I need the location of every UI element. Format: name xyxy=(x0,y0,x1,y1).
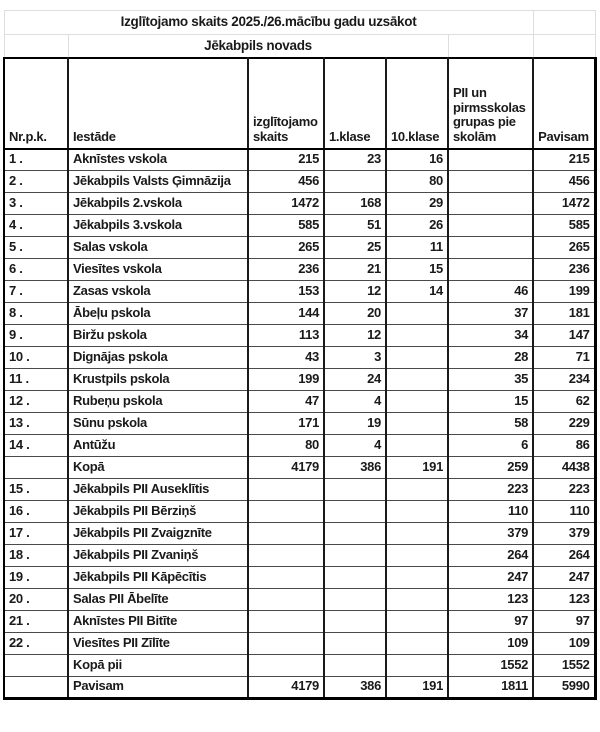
col-header-pavisam: Pavisam xyxy=(533,58,595,149)
table-body xyxy=(4,149,595,699)
table-row xyxy=(4,523,595,545)
cell-nr: 15 . xyxy=(4,479,68,501)
cell-1klase xyxy=(324,479,386,501)
table-row xyxy=(4,171,595,193)
cell-pavisam: 86 xyxy=(533,435,595,457)
cell-1klase: 386 xyxy=(324,457,386,479)
cell-10klase xyxy=(386,523,448,545)
cell-izglitojamo-skaits: 4179 xyxy=(248,677,324,699)
cell-iestade: Zasas vskola xyxy=(68,281,248,303)
cell-izglitojamo-skaits: 153 xyxy=(248,281,324,303)
cell-izglitojamo-skaits: 236 xyxy=(248,259,324,281)
cell-nr: 13 . xyxy=(4,413,68,435)
cell-pii-grupas xyxy=(448,259,533,281)
cell-10klase xyxy=(386,303,448,325)
cell-pavisam: 123 xyxy=(533,589,595,611)
cell-pii-grupas: 1552 xyxy=(448,655,533,677)
col-header-nrpk: Nr.p.k. xyxy=(4,58,68,149)
cell-nr: 19 . xyxy=(4,567,68,589)
cell-pavisam: 97 xyxy=(533,611,595,633)
col-header-izglitojamo-skaits: izglītojamo skaits xyxy=(248,58,324,149)
cell-10klase: 26 xyxy=(386,215,448,237)
cell-1klase xyxy=(324,545,386,567)
table-row xyxy=(4,281,595,303)
cell-1klase xyxy=(324,523,386,545)
cell-1klase: 20 xyxy=(324,303,386,325)
cell-pavisam: 110 xyxy=(533,501,595,523)
table-row xyxy=(4,611,595,633)
cell-iestade: Jēkabpils 2.vskola xyxy=(68,193,248,215)
cell-nr: 1 . xyxy=(4,149,68,171)
table-row xyxy=(4,567,595,589)
cell-pavisam: 234 xyxy=(533,369,595,391)
table-row xyxy=(4,677,595,699)
cell-10klase: 14 xyxy=(386,281,448,303)
cell-izglitojamo-skaits: 47 xyxy=(248,391,324,413)
table-row xyxy=(4,237,595,259)
cell-nr: 4 . xyxy=(4,215,68,237)
cell-10klase xyxy=(386,501,448,523)
cell-iestade: Biržu pskola xyxy=(68,325,248,347)
cell-10klase: 191 xyxy=(386,457,448,479)
cell-pavisam: 147 xyxy=(533,325,595,347)
cell-pavisam: 585 xyxy=(533,215,595,237)
cell-pii-grupas: 247 xyxy=(448,567,533,589)
cell-pii-grupas xyxy=(448,193,533,215)
cell-iestade: Krustpils pskola xyxy=(68,369,248,391)
cell-izglitojamo-skaits xyxy=(248,545,324,567)
cell-nr: 8 . xyxy=(4,303,68,325)
cell-10klase xyxy=(386,589,448,611)
col-header-iestade: Iestāde xyxy=(68,58,248,149)
cell-nr: 21 . xyxy=(4,611,68,633)
spreadsheet-table xyxy=(3,10,597,700)
cell-iestade: Salas vskola xyxy=(68,237,248,259)
cell-pavisam: 5990 xyxy=(533,677,595,699)
cell-nr: 17 . xyxy=(4,523,68,545)
cell-iestade: Jēkabpils PII Bērziņš xyxy=(68,501,248,523)
cell-iestade: Aknīstes PII Bitīte xyxy=(68,611,248,633)
cell-1klase: 51 xyxy=(324,215,386,237)
cell-pii-grupas: 110 xyxy=(448,501,533,523)
cell-nr: 14 . xyxy=(4,435,68,457)
cell-izglitojamo-skaits: 215 xyxy=(248,149,324,171)
cell-iestade: Sūnu pskola xyxy=(68,413,248,435)
cell-1klase: 19 xyxy=(324,413,386,435)
table-row xyxy=(4,149,595,171)
cell-pavisam: 236 xyxy=(533,259,595,281)
table-row xyxy=(4,325,595,347)
cell-izglitojamo-skaits: 456 xyxy=(248,171,324,193)
table-row xyxy=(4,501,595,523)
cell-nr xyxy=(4,457,68,479)
cell-pii-grupas: 259 xyxy=(448,457,533,479)
cell-izglitojamo-skaits: 199 xyxy=(248,369,324,391)
cell-pavisam: 223 xyxy=(533,479,595,501)
col-header-1klase: 1.klase xyxy=(324,58,386,149)
cell-izglitojamo-skaits: 43 xyxy=(248,347,324,369)
table-row xyxy=(4,413,595,435)
table-row xyxy=(4,633,595,655)
cell-pii-grupas: 58 xyxy=(448,413,533,435)
cell-pii-grupas: 35 xyxy=(448,369,533,391)
table-row xyxy=(4,193,595,215)
cell-izglitojamo-skaits xyxy=(248,611,324,633)
cell-pavisam: 4438 xyxy=(533,457,595,479)
cell-10klase xyxy=(386,567,448,589)
cell-pavisam: 62 xyxy=(533,391,595,413)
table-title: Izglītojamo skaits 2025./26.mācību gadu uzsākot xyxy=(4,11,533,35)
cell-izglitojamo-skaits: 113 xyxy=(248,325,324,347)
cell-pii-grupas xyxy=(448,171,533,193)
table-row xyxy=(4,435,595,457)
cell-10klase xyxy=(386,435,448,457)
table-row xyxy=(4,655,595,677)
cell-pii-grupas: 6 xyxy=(448,435,533,457)
cell-pavisam: 1472 xyxy=(533,193,595,215)
cell-10klase xyxy=(386,545,448,567)
cell-1klase xyxy=(324,611,386,633)
table-row xyxy=(4,457,595,479)
table-row xyxy=(4,479,595,501)
cell-iestade: Viesītes PII Zīlīte xyxy=(68,633,248,655)
cell-nr xyxy=(4,655,68,677)
cell-nr xyxy=(4,677,68,699)
cell-pii-grupas: 1811 xyxy=(448,677,533,699)
subtitle-empty-cell-1 xyxy=(448,35,533,58)
cell-iestade: Pavisam xyxy=(68,677,248,699)
cell-pavisam: 265 xyxy=(533,237,595,259)
cell-1klase xyxy=(324,567,386,589)
cell-izglitojamo-skaits xyxy=(248,655,324,677)
cell-iestade: Jēkabpils Valsts Ģimnāzija xyxy=(68,171,248,193)
cell-izglitojamo-skaits xyxy=(248,501,324,523)
cell-nr: 6 . xyxy=(4,259,68,281)
table-row xyxy=(4,369,595,391)
cell-10klase xyxy=(386,347,448,369)
cell-1klase xyxy=(324,655,386,677)
cell-iestade: Jēkabpils PII Zvaniņš xyxy=(68,545,248,567)
cell-nr: 7 . xyxy=(4,281,68,303)
subtitle-row xyxy=(4,35,595,58)
cell-izglitojamo-skaits: 80 xyxy=(248,435,324,457)
cell-iestade: Kopā xyxy=(68,457,248,479)
cell-pavisam: 264 xyxy=(533,545,595,567)
cell-iestade: Jēkabpils PII Zvaigznīte xyxy=(68,523,248,545)
cell-10klase xyxy=(386,413,448,435)
table-row xyxy=(4,589,595,611)
cell-izglitojamo-skaits xyxy=(248,479,324,501)
cell-iestade: Antūžu xyxy=(68,435,248,457)
cell-10klase xyxy=(386,633,448,655)
cell-pii-grupas xyxy=(448,215,533,237)
cell-pii-grupas: 109 xyxy=(448,633,533,655)
cell-nr: 20 . xyxy=(4,589,68,611)
table-row xyxy=(4,391,595,413)
cell-nr: 9 . xyxy=(4,325,68,347)
cell-10klase: 11 xyxy=(386,237,448,259)
cell-iestade: Jēkabpils 3.vskola xyxy=(68,215,248,237)
cell-iestade: Rubeņu pskola xyxy=(68,391,248,413)
cell-1klase: 4 xyxy=(324,391,386,413)
cell-10klase: 80 xyxy=(386,171,448,193)
cell-pavisam: 71 xyxy=(533,347,595,369)
cell-pii-grupas: 28 xyxy=(448,347,533,369)
cell-pii-grupas: 379 xyxy=(448,523,533,545)
cell-izglitojamo-skaits: 4179 xyxy=(248,457,324,479)
subtitle-empty-cell-2 xyxy=(533,35,595,58)
cell-pii-grupas: 37 xyxy=(448,303,533,325)
cell-pii-grupas: 97 xyxy=(448,611,533,633)
cell-iestade: Salas PII Ābelīte xyxy=(68,589,248,611)
cell-1klase xyxy=(324,589,386,611)
cell-iestade: Jēkabpils PII Auseklītis xyxy=(68,479,248,501)
cell-pii-grupas: 34 xyxy=(448,325,533,347)
cell-10klase: 15 xyxy=(386,259,448,281)
cell-iestade: Jēkabpils PII Kāpēcītis xyxy=(68,567,248,589)
table-row xyxy=(4,347,595,369)
cell-pii-grupas: 264 xyxy=(448,545,533,567)
cell-izglitojamo-skaits: 585 xyxy=(248,215,324,237)
cell-10klase xyxy=(386,391,448,413)
cell-pii-grupas: 15 xyxy=(448,391,533,413)
cell-10klase xyxy=(386,611,448,633)
cell-1klase: 12 xyxy=(324,281,386,303)
cell-1klase: 24 xyxy=(324,369,386,391)
cell-iestade: Ābeļu pskola xyxy=(68,303,248,325)
cell-pii-grupas: 46 xyxy=(448,281,533,303)
cell-10klase: 16 xyxy=(386,149,448,171)
header-row xyxy=(4,58,595,149)
subtitle-left-empty-cell xyxy=(4,35,68,58)
cell-nr: 2 . xyxy=(4,171,68,193)
cell-izglitojamo-skaits xyxy=(248,589,324,611)
cell-nr: 22 . xyxy=(4,633,68,655)
cell-pavisam: 215 xyxy=(533,149,595,171)
cell-pavisam: 379 xyxy=(533,523,595,545)
cell-pii-grupas xyxy=(448,237,533,259)
cell-izglitojamo-skaits xyxy=(248,523,324,545)
cell-1klase: 21 xyxy=(324,259,386,281)
table-row xyxy=(4,545,595,567)
cell-nr: 11 . xyxy=(4,369,68,391)
cell-pavisam: 456 xyxy=(533,171,595,193)
cell-izglitojamo-skaits: 171 xyxy=(248,413,324,435)
cell-10klase xyxy=(386,369,448,391)
cell-pavisam: 109 xyxy=(533,633,595,655)
cell-10klase: 191 xyxy=(386,677,448,699)
cell-10klase xyxy=(386,325,448,347)
cell-pavisam: 229 xyxy=(533,413,595,435)
cell-iestade: Viesītes vskola xyxy=(68,259,248,281)
cell-1klase: 12 xyxy=(324,325,386,347)
cell-iestade: Kopā pii xyxy=(68,655,248,677)
cell-1klase: 168 xyxy=(324,193,386,215)
col-header-10klase: 10.klase xyxy=(386,58,448,149)
table-row xyxy=(4,303,595,325)
table-row xyxy=(4,215,595,237)
table-subtitle: Jēkabpils novads xyxy=(68,35,448,58)
cell-1klase: 3 xyxy=(324,347,386,369)
cell-nr: 18 . xyxy=(4,545,68,567)
cell-izglitojamo-skaits: 1472 xyxy=(248,193,324,215)
cell-1klase: 25 xyxy=(324,237,386,259)
cell-nr: 12 . xyxy=(4,391,68,413)
table-row xyxy=(4,259,595,281)
cell-pavisam: 199 xyxy=(533,281,595,303)
cell-izglitojamo-skaits: 265 xyxy=(248,237,324,259)
cell-izglitojamo-skaits xyxy=(248,633,324,655)
cell-iestade: Dignājas pskola xyxy=(68,347,248,369)
cell-1klase xyxy=(324,501,386,523)
cell-pavisam: 181 xyxy=(533,303,595,325)
title-row-empty-cell xyxy=(533,11,595,35)
col-header-pii-grupas: PII un pirmsskolas grupas pie skolām xyxy=(448,58,533,149)
cell-pavisam: 247 xyxy=(533,567,595,589)
cell-nr: 16 . xyxy=(4,501,68,523)
cell-pii-grupas xyxy=(448,149,533,171)
cell-1klase: 23 xyxy=(324,149,386,171)
cell-1klase xyxy=(324,171,386,193)
cell-10klase: 29 xyxy=(386,193,448,215)
cell-1klase: 386 xyxy=(324,677,386,699)
cell-10klase xyxy=(386,479,448,501)
cell-nr: 5 . xyxy=(4,237,68,259)
cell-pii-grupas: 123 xyxy=(448,589,533,611)
cell-izglitojamo-skaits: 144 xyxy=(248,303,324,325)
cell-1klase: 4 xyxy=(324,435,386,457)
cell-1klase xyxy=(324,633,386,655)
cell-pii-grupas: 223 xyxy=(448,479,533,501)
cell-nr: 10 . xyxy=(4,347,68,369)
cell-izglitojamo-skaits xyxy=(248,567,324,589)
title-row xyxy=(4,11,595,35)
cell-pavisam: 1552 xyxy=(533,655,595,677)
cell-iestade: Aknīstes vskola xyxy=(68,149,248,171)
cell-10klase xyxy=(386,655,448,677)
cell-nr: 3 . xyxy=(4,193,68,215)
